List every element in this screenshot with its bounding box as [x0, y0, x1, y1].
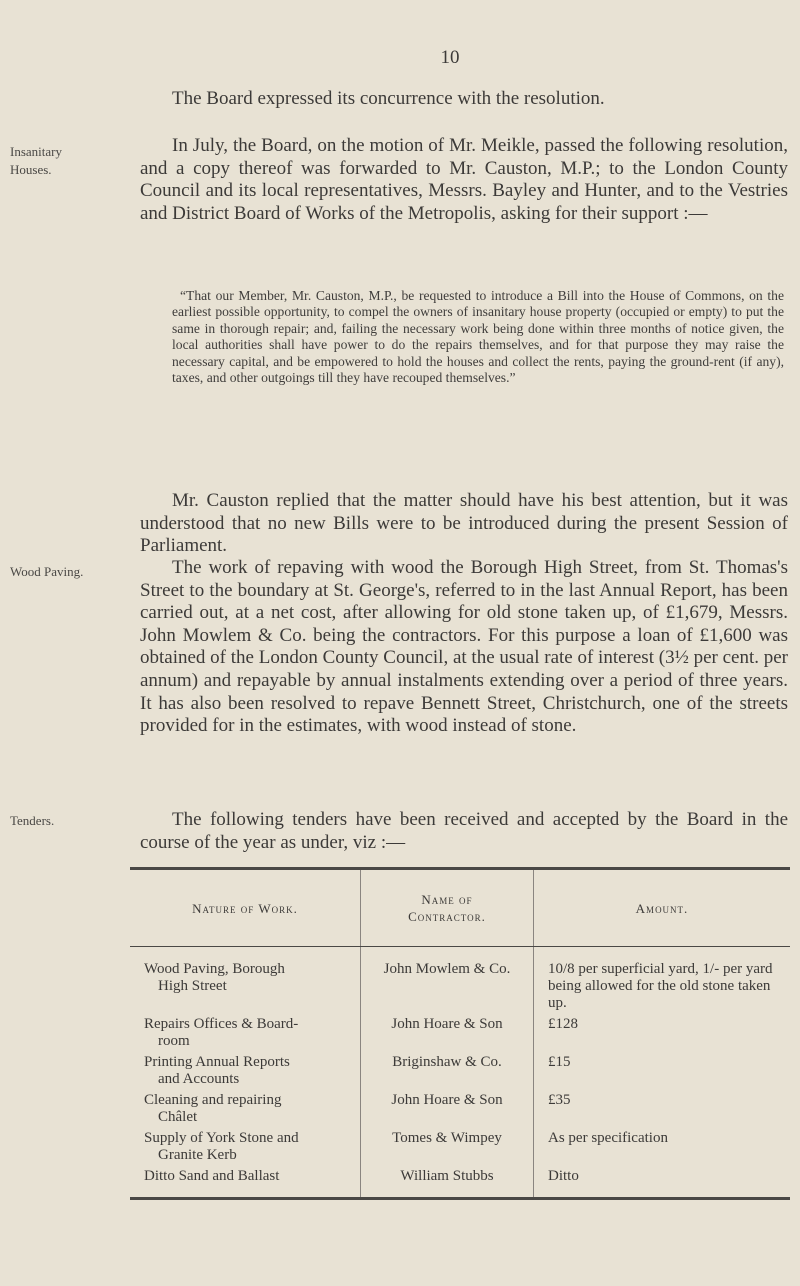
cell-nature-text: Supply of York Stone and [144, 1130, 299, 1146]
cell-nature [130, 1092, 361, 1130]
paragraph-concurrence: The Board expressed its concurrence with the resolution. [172, 88, 605, 109]
side-note-insanitary-line2: Houses. [10, 162, 52, 177]
paragraph-insanitary: In July, the Board, on the motion of Mr. Meikle, passed the following resolution, and a copy thereof was forwarded to Mr. Causton, M.P.; to the London County Council and its local representatives, Messrs. Bayley and Hunter, and to the Vestries and District Board of Works of the Metropolis, asking for their support :— [140, 135, 788, 224]
cell-nature-text: Wood Paving, Borough [144, 961, 285, 977]
cell-contractor: Briginshaw & Co. [361, 1054, 534, 1092]
cell-nature-cont: room [158, 1033, 190, 1049]
page-number: 10 [440, 47, 460, 68]
cell-nature-cont: High Street [158, 978, 227, 994]
cell-amount: £15 [534, 1054, 791, 1092]
table-row [130, 1168, 790, 1199]
cell-nature-text: Printing Annual Reports [144, 1054, 290, 1070]
side-note-insanitary-line1: Insanitary [10, 144, 62, 159]
header-amount: Amount. [534, 869, 791, 947]
cell-nature-cont: Châlet [158, 1109, 198, 1125]
table-row [130, 1130, 790, 1168]
paragraph-causton-reply: Mr. Causton replied that the matter should have his best attention, but it was understood that no new Bills were to be introduced during the present Session of Parliament. [140, 490, 788, 557]
cell-nature-text: Ditto Sand and Ballast [144, 1168, 280, 1184]
cell-nature [130, 1130, 361, 1168]
cell-nature-text: Repairs Offices & Board- [144, 1016, 299, 1032]
table-row [130, 1054, 790, 1092]
cell-amount: Ditto [534, 1168, 791, 1199]
cell-amount: £35 [534, 1092, 791, 1130]
resolution-quote: “That our Member, Mr. Causton, M.P., be requested to introduce a Bill into the House of Commons, on the earliest possible opportunity, to compel the owners of insanitary house property (occupied or empty) to put the same in thorough repair; and, failing the necessary work being done within three months of notice given, the local authorities shall have power to do the repairs themselves, and for that purpose they may raise the necessary capital, and be empowered to hold the houses and collect the rents, paying the ground-rent (if any), taxes, and other outgoings till they have recouped themselves.” [172, 288, 784, 386]
cell-contractor: John Hoare & Son [361, 1092, 534, 1130]
header-name-of-contractor [361, 869, 534, 947]
cell-nature [130, 1054, 361, 1092]
side-note-wood-paving: Wood Paving. [10, 564, 84, 579]
cell-contractor: John Hoare & Son [361, 1016, 534, 1054]
cell-nature-text: Cleaning and repairing [144, 1092, 282, 1108]
header-contractor-line2: Contractor. [408, 909, 486, 924]
header-contractor-line1: Name of [421, 892, 473, 907]
cell-nature [130, 947, 361, 1017]
paragraph-wood-paving: The work of repaving with wood the Borough High Street, from St. Thomas's Street to the boundary at St. George's, referred to in the last Annual Report, has been carried out, at a net cost, after allowing for old stone taken up, of £1,679, Messrs. John Mowlem & Co. being the contractors. For this purpose a loan of £1,600 was obtained of the London County Council, at the usual rate of interest (3½ per cent. per annum) and repayable by annual instalments extending over a period of three years. It has also been resolved to repave Bennett Street, Christchurch, one of the streets provided for in the estimates, with wood instead of stone. [140, 557, 788, 737]
header-nature-of-work: Nature of Work. [130, 869, 361, 947]
cell-contractor: Tomes & Wimpey [361, 1130, 534, 1168]
cell-contractor: William Stubbs [361, 1168, 534, 1199]
table-row [130, 947, 790, 1017]
cell-contractor: John Mowlem & Co. [361, 947, 534, 1017]
cell-nature [130, 1168, 361, 1199]
side-note-tenders: Tenders. [10, 813, 55, 828]
cell-nature-cont: Granite Kerb [158, 1147, 237, 1163]
side-note-insanitary [10, 143, 62, 179]
cell-nature [130, 1016, 361, 1054]
tenders-table [130, 867, 790, 1200]
cell-amount: £128 [534, 1016, 791, 1054]
table-row [130, 1016, 790, 1054]
paragraph-tenders: The following tenders have been received and accepted by the Board in the course of the year as under, viz :— [140, 809, 788, 853]
cell-amount: As per specification [534, 1130, 791, 1168]
cell-nature-cont: and Accounts [158, 1071, 240, 1087]
table-row [130, 1092, 790, 1130]
table-header-row [130, 869, 790, 947]
cell-amount: 10/8 per superficial yard, 1/- per yard being allowed for the old stone taken up. [534, 947, 791, 1017]
